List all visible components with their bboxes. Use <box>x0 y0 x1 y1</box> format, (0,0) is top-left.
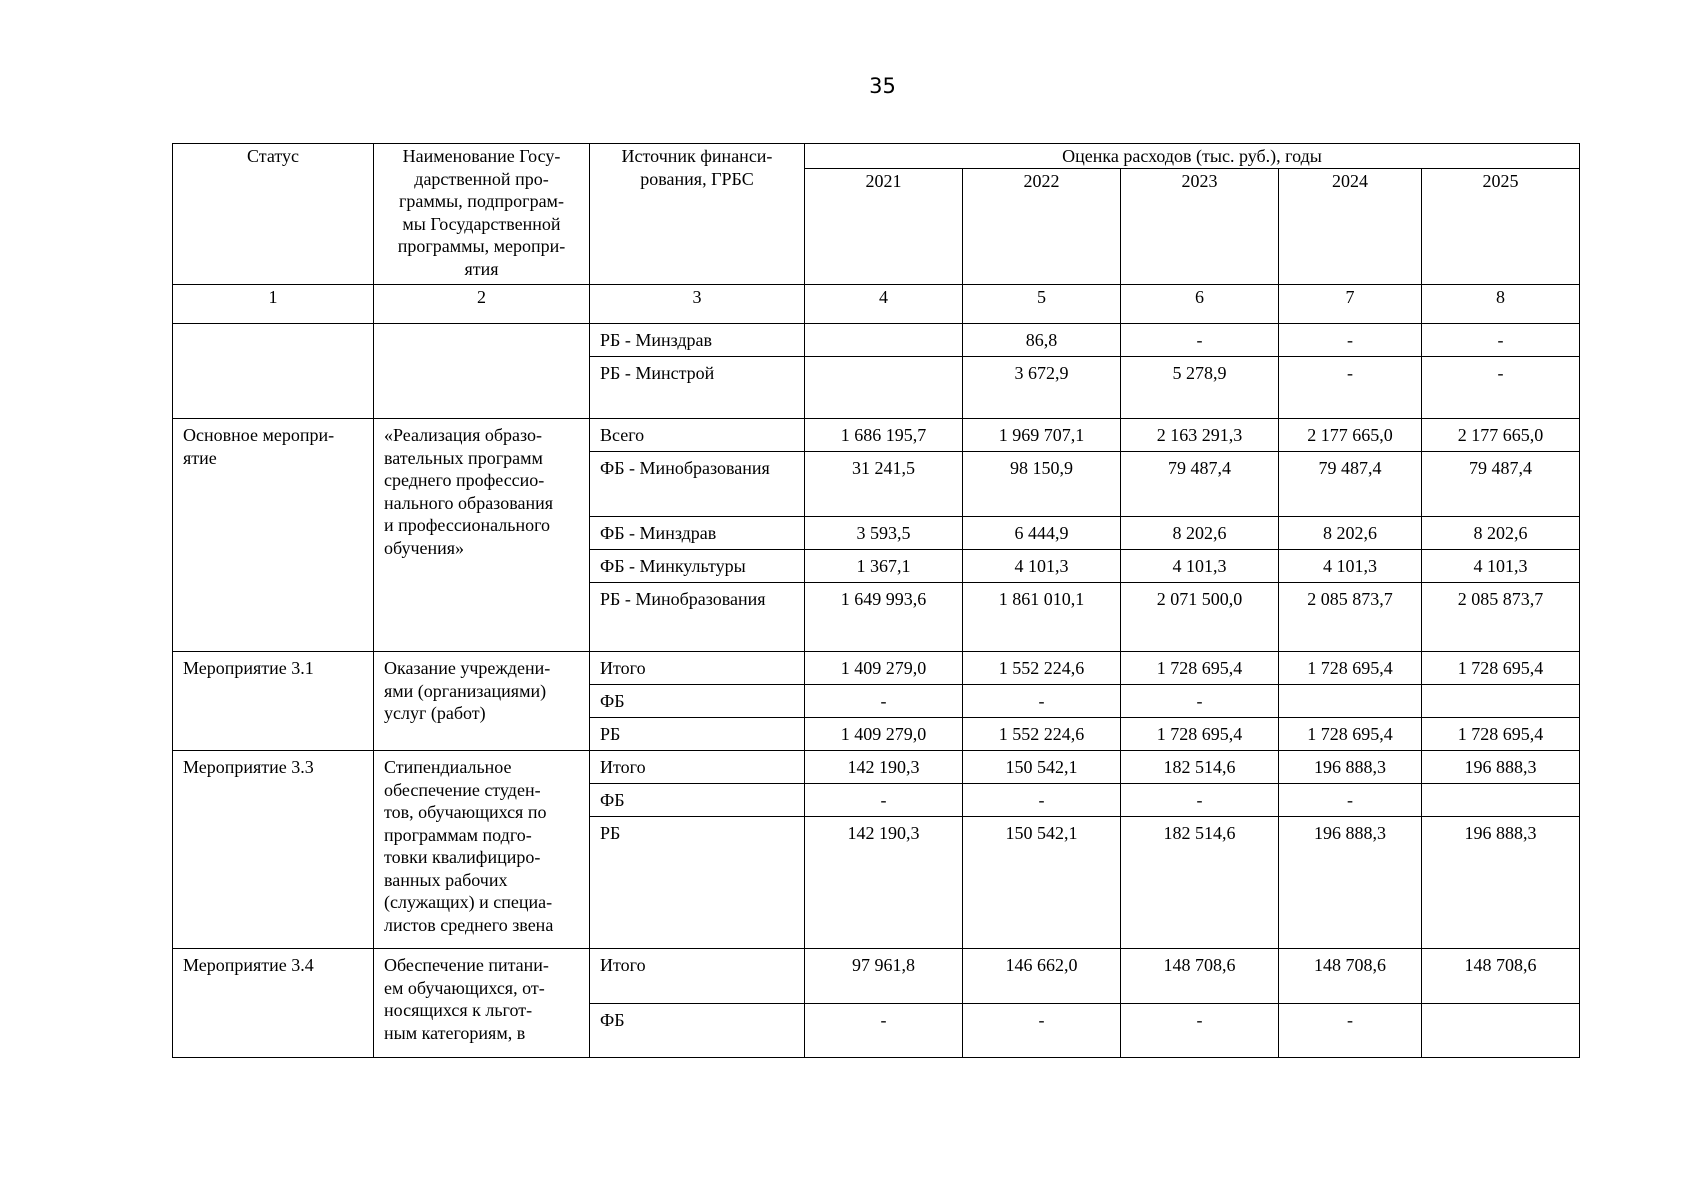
value-cell: - <box>963 784 1121 817</box>
funding-source-cell: Всего <box>590 419 805 452</box>
value-cell: 79 487,4 <box>1279 452 1422 517</box>
table-row <box>173 419 1580 452</box>
value-cell: 196 888,3 <box>1279 817 1422 949</box>
value-cell: 3 593,5 <box>805 517 963 550</box>
header-status: Статус <box>173 144 374 285</box>
value-cell: 4 101,3 <box>1422 550 1580 583</box>
value-cell: - <box>1121 784 1279 817</box>
value-cell: 196 888,3 <box>1422 817 1580 949</box>
column-number: 3 <box>590 285 805 324</box>
value-cell: 1 552 224,6 <box>963 718 1121 751</box>
funding-source-cell: РБ <box>590 718 805 751</box>
funding-source-cell: ФБ <box>590 784 805 817</box>
value-cell: - <box>1422 324 1580 357</box>
value-cell: - <box>1279 357 1422 419</box>
value-cell: 2 177 665,0 <box>1279 419 1422 452</box>
value-cell: - <box>805 784 963 817</box>
value-cell: 150 542,1 <box>963 751 1121 784</box>
funding-source-cell: ФБ - Минобразования <box>590 452 805 517</box>
value-cell: - <box>805 1004 963 1058</box>
status-cell: Мероприятие 3.1 <box>173 652 374 751</box>
value-cell: 1 686 195,7 <box>805 419 963 452</box>
value-cell: 196 888,3 <box>1422 751 1580 784</box>
value-cell: 148 708,6 <box>1121 949 1279 1004</box>
value-cell: 1 861 010,1 <box>963 583 1121 652</box>
column-number: 6 <box>1121 285 1279 324</box>
header-name: Наименование Госу- дарственной про- граммы, подпрограм- мы Государственной программы, меропри- ятия <box>374 144 590 285</box>
value-cell: - <box>1121 685 1279 718</box>
value-cell: 79 487,4 <box>1422 452 1580 517</box>
value-cell: 6 444,9 <box>963 517 1121 550</box>
value-cell: 2 085 873,7 <box>1422 583 1580 652</box>
value-cell: 98 150,9 <box>963 452 1121 517</box>
funding-source-cell: РБ - Минстрой <box>590 357 805 419</box>
funding-source-cell: Итого <box>590 751 805 784</box>
header-year: 2021 <box>805 169 963 285</box>
page-number: 35 <box>869 74 896 98</box>
program-name-cell: «Реализация образо- вательных программ среднего профессио- нального образования и профессионального обучения» <box>374 419 590 652</box>
value-cell: - <box>1279 784 1422 817</box>
value-cell <box>805 324 963 357</box>
header-year: 2024 <box>1279 169 1422 285</box>
value-cell: 1 728 695,4 <box>1279 718 1422 751</box>
value-cell: 8 202,6 <box>1422 517 1580 550</box>
value-cell: 2 177 665,0 <box>1422 419 1580 452</box>
header-year: 2022 <box>963 169 1121 285</box>
value-cell: - <box>1279 324 1422 357</box>
expenditure-table <box>172 143 1580 1058</box>
value-cell: 1 552 224,6 <box>963 652 1121 685</box>
value-cell: 1 728 695,4 <box>1422 718 1580 751</box>
value-cell: 182 514,6 <box>1121 817 1279 949</box>
status-cell: Мероприятие 3.3 <box>173 751 374 949</box>
value-cell: 146 662,0 <box>963 949 1121 1004</box>
value-cell: 1 409 279,0 <box>805 652 963 685</box>
value-cell: 4 101,3 <box>1121 550 1279 583</box>
value-cell: 4 101,3 <box>963 550 1121 583</box>
table-row <box>173 751 1580 784</box>
value-cell: 1 728 695,4 <box>1279 652 1422 685</box>
table-row <box>173 652 1580 685</box>
value-cell: 150 542,1 <box>963 817 1121 949</box>
funding-source-cell: РБ - Минздрав <box>590 324 805 357</box>
funding-source-cell: ФБ <box>590 685 805 718</box>
value-cell: 97 961,8 <box>805 949 963 1004</box>
column-number: 8 <box>1422 285 1580 324</box>
value-cell: 8 202,6 <box>1121 517 1279 550</box>
value-cell <box>805 357 963 419</box>
column-number: 1 <box>173 285 374 324</box>
value-cell: 31 241,5 <box>805 452 963 517</box>
header-year: 2023 <box>1121 169 1279 285</box>
value-cell: 196 888,3 <box>1279 751 1422 784</box>
program-name-cell: Стипендиальное обеспечение студен- тов, обучающихся по программам подго- товки квалифициро- ванных рабочих (служащих) и специа- листов среднего звена <box>374 751 590 949</box>
value-cell: 2 163 291,3 <box>1121 419 1279 452</box>
funding-source-cell: ФБ <box>590 1004 805 1058</box>
funding-source-cell: ФБ - Минздрав <box>590 517 805 550</box>
column-number: 4 <box>805 285 963 324</box>
funding-source-cell: ФБ - Минкультуры <box>590 550 805 583</box>
funding-source-cell: Итого <box>590 949 805 1004</box>
funding-source-cell: РБ - Минобразования <box>590 583 805 652</box>
program-name-cell: Обеспечение питани- ем обучающихся, от- носящихся к льгот- ным категориям, в <box>374 949 590 1058</box>
column-number: 2 <box>374 285 590 324</box>
value-cell: 1 649 993,6 <box>805 583 963 652</box>
status-cell: Мероприятие 3.4 <box>173 949 374 1058</box>
value-cell: 182 514,6 <box>1121 751 1279 784</box>
value-cell <box>1279 685 1422 718</box>
value-cell <box>1422 784 1580 817</box>
funding-source-cell: Итого <box>590 652 805 685</box>
program-name-cell <box>374 324 590 419</box>
funding-source-cell: РБ <box>590 817 805 949</box>
header-source: Источник финанси- рования, ГРБС <box>590 144 805 285</box>
column-number: 5 <box>963 285 1121 324</box>
value-cell: 142 190,3 <box>805 751 963 784</box>
status-cell <box>173 324 374 419</box>
value-cell: - <box>1121 324 1279 357</box>
value-cell <box>1422 685 1580 718</box>
header-estimate: Оценка расходов (тыс. руб.), годы <box>805 144 1580 169</box>
value-cell: 1 728 695,4 <box>1121 718 1279 751</box>
value-cell: 5 278,9 <box>1121 357 1279 419</box>
value-cell: - <box>963 685 1121 718</box>
value-cell: 8 202,6 <box>1279 517 1422 550</box>
status-cell: Основное меропри- ятие <box>173 419 374 652</box>
value-cell: - <box>963 1004 1121 1058</box>
value-cell: 142 190,3 <box>805 817 963 949</box>
value-cell: 148 708,6 <box>1422 949 1580 1004</box>
program-name-cell: Оказание учреждени- ями (организациями) услуг (работ) <box>374 652 590 751</box>
value-cell: 86,8 <box>963 324 1121 357</box>
value-cell: 4 101,3 <box>1279 550 1422 583</box>
value-cell: 1 367,1 <box>805 550 963 583</box>
value-cell <box>1422 1004 1580 1058</box>
value-cell: 1 728 695,4 <box>1422 652 1580 685</box>
header-year: 2025 <box>1422 169 1580 285</box>
value-cell: 2 085 873,7 <box>1279 583 1422 652</box>
column-number: 7 <box>1279 285 1422 324</box>
value-cell: - <box>1121 1004 1279 1058</box>
value-cell: 79 487,4 <box>1121 452 1279 517</box>
table-row <box>173 949 1580 1004</box>
value-cell: 1 969 707,1 <box>963 419 1121 452</box>
value-cell: - <box>1279 1004 1422 1058</box>
value-cell: 148 708,6 <box>1279 949 1422 1004</box>
value-cell: 2 071 500,0 <box>1121 583 1279 652</box>
value-cell: - <box>805 685 963 718</box>
value-cell: - <box>1422 357 1580 419</box>
table-row <box>173 324 1580 357</box>
value-cell: 1 728 695,4 <box>1121 652 1279 685</box>
value-cell: 1 409 279,0 <box>805 718 963 751</box>
value-cell: 3 672,9 <box>963 357 1121 419</box>
